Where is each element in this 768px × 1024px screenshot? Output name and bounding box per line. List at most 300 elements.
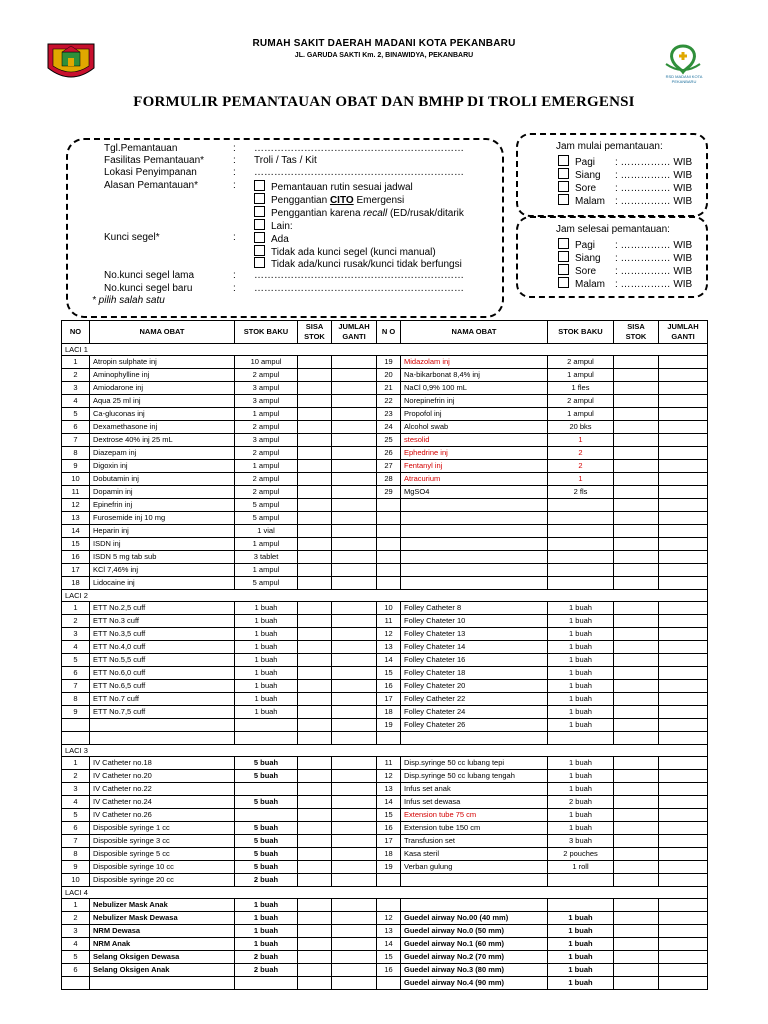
jumlah-ganti-cell[interactable]: [659, 434, 708, 447]
item-stok-baku: [548, 899, 614, 912]
jumlah-ganti-cell[interactable]: [659, 525, 708, 538]
time-start-row[interactable]: [558, 168, 692, 181]
sisa-stok-cell[interactable]: [614, 641, 659, 654]
sisa-stok-cell[interactable]: [614, 551, 659, 564]
checkbox[interactable]: [254, 257, 265, 268]
jumlah-ganti-cell[interactable]: [332, 848, 377, 861]
jumlah-ganti-cell[interactable]: [332, 757, 377, 770]
jumlah-ganti-cell[interactable]: [659, 486, 708, 499]
jumlah-ganti-cell[interactable]: [659, 680, 708, 693]
item-number: 6: [62, 421, 90, 434]
time-start-row[interactable]: [558, 155, 692, 168]
jumlah-ganti-cell[interactable]: [659, 499, 708, 512]
jumlah-ganti-cell[interactable]: [332, 693, 377, 706]
jumlah-ganti-cell[interactable]: [332, 628, 377, 641]
item-name: [401, 512, 548, 525]
time-field[interactable]: : …………… WIB: [615, 279, 693, 290]
item-stok-baku: 1 buah: [235, 654, 298, 667]
sisa-stok-cell[interactable]: [614, 667, 659, 680]
jumlah-ganti-cell[interactable]: [659, 770, 708, 783]
jumlah-ganti-cell[interactable]: [659, 938, 708, 951]
item-name: Ca-gluconas inj: [90, 408, 235, 421]
sisa-stok-cell[interactable]: [614, 732, 659, 745]
item-number: 2: [62, 369, 90, 382]
jumlah-ganti-cell[interactable]: [332, 369, 377, 382]
item-stok-baku: [235, 977, 298, 990]
item-name: [401, 732, 548, 745]
item-number: 7: [62, 680, 90, 693]
sisa-stok-cell[interactable]: [614, 512, 659, 525]
jumlah-ganti-cell[interactable]: [332, 861, 377, 874]
jumlah-ganti-cell[interactable]: [659, 602, 708, 615]
sisa-stok-cell[interactable]: [298, 796, 332, 809]
jumlah-ganti-cell[interactable]: [659, 421, 708, 434]
jumlah-ganti-cell[interactable]: [332, 499, 377, 512]
item-name: Atracurium: [401, 473, 548, 486]
sisa-stok-cell[interactable]: [298, 680, 332, 693]
checkbox[interactable]: [558, 238, 569, 249]
sisa-stok-cell[interactable]: [298, 848, 332, 861]
hospital-address: JL. GARUDA SAKTI Km. 2, BINAWIDYA, PEKANBARU: [294, 52, 474, 59]
sisa-stok-cell[interactable]: [614, 434, 659, 447]
jumlah-ganti-cell[interactable]: [332, 654, 377, 667]
item-number: 5: [62, 809, 90, 822]
jumlah-ganti-cell[interactable]: [332, 551, 377, 564]
sisa-stok-cell[interactable]: [614, 757, 659, 770]
table-row: [62, 809, 708, 822]
jumlah-ganti-cell[interactable]: [659, 783, 708, 796]
jumlah-ganti-cell[interactable]: [659, 641, 708, 654]
jumlah-ganti-cell[interactable]: [332, 602, 377, 615]
sisa-stok-cell[interactable]: [298, 408, 332, 421]
time-end-row[interactable]: [558, 264, 692, 277]
alasan-option-recall[interactable]: [254, 206, 464, 219]
sisa-stok-cell[interactable]: [614, 369, 659, 382]
jumlah-ganti-cell[interactable]: [659, 473, 708, 486]
jumlah-ganti-cell[interactable]: [332, 899, 377, 912]
item-name: Folley Chateter 24: [401, 706, 548, 719]
sisa-stok-cell[interactable]: [298, 395, 332, 408]
sisa-stok-cell[interactable]: [298, 912, 332, 925]
sisa-stok-cell[interactable]: [298, 615, 332, 628]
sisa-stok-cell[interactable]: [298, 628, 332, 641]
jumlah-ganti-cell[interactable]: [659, 577, 708, 590]
checkbox[interactable]: [558, 181, 569, 192]
item-stok-baku: 1 ampul: [548, 408, 614, 421]
checkbox[interactable]: [254, 219, 265, 230]
sisa-stok-cell[interactable]: [614, 938, 659, 951]
jumlah-ganti-cell[interactable]: [332, 577, 377, 590]
jumlah-ganti-cell[interactable]: [659, 356, 708, 369]
jumlah-ganti-cell[interactable]: [332, 641, 377, 654]
sisa-stok-cell[interactable]: [614, 628, 659, 641]
checkbox[interactable]: [558, 168, 569, 179]
sisa-stok-cell[interactable]: [614, 874, 659, 887]
jumlah-ganti-cell[interactable]: [659, 925, 708, 938]
sisa-stok-cell[interactable]: [298, 809, 332, 822]
jumlah-ganti-cell[interactable]: [659, 706, 708, 719]
jumlah-ganti-cell[interactable]: [332, 977, 377, 990]
sisa-stok-cell[interactable]: [298, 499, 332, 512]
sisa-stok-cell[interactable]: [298, 693, 332, 706]
item-number: 12: [377, 628, 401, 641]
time-field[interactable]: : …………… WIB: [615, 253, 693, 264]
checkbox[interactable]: [558, 251, 569, 262]
item-number: 3: [62, 925, 90, 938]
jumlah-ganti-cell[interactable]: [332, 395, 377, 408]
jumlah-ganti-cell[interactable]: [659, 628, 708, 641]
sisa-stok-cell[interactable]: [614, 577, 659, 590]
sisa-stok-cell[interactable]: [614, 447, 659, 460]
kunci-option-ada[interactable]: [254, 232, 289, 245]
colon: :: [233, 167, 236, 178]
item-stok-baku: [235, 809, 298, 822]
item-stok-baku: 1 roll: [548, 861, 614, 874]
jumlah-ganti-cell[interactable]: [332, 434, 377, 447]
table-row: [62, 473, 708, 486]
item-stok-baku: 2: [548, 460, 614, 473]
time-field[interactable]: : …………… WIB: [615, 157, 693, 168]
jumlah-ganti-cell[interactable]: [332, 408, 377, 421]
segel-baru-field[interactable]: ………………………………………………………: [254, 283, 464, 294]
sisa-stok-cell[interactable]: [614, 356, 659, 369]
item-stok-baku: 1 buah: [548, 667, 614, 680]
time-field[interactable]: : …………… WIB: [615, 196, 693, 207]
sisa-stok-cell[interactable]: [614, 499, 659, 512]
jumlah-ganti-cell[interactable]: [332, 667, 377, 680]
jumlah-ganti-cell[interactable]: [659, 861, 708, 874]
sisa-stok-cell[interactable]: [614, 408, 659, 421]
item-name: Fentanyl inj: [401, 460, 548, 473]
sisa-stok-cell[interactable]: [614, 486, 659, 499]
item-name: NRM Dewasa: [90, 925, 235, 938]
sisa-stok-cell[interactable]: [298, 783, 332, 796]
item-stok-baku: 1 buah: [548, 602, 614, 615]
sisa-stok-cell[interactable]: [614, 654, 659, 667]
kunci-option-rusak[interactable]: [254, 257, 462, 270]
sisa-stok-cell[interactable]: [298, 512, 332, 525]
sisa-stok-cell[interactable]: [298, 564, 332, 577]
sisa-stok-cell[interactable]: [614, 783, 659, 796]
sisa-stok-cell[interactable]: [298, 369, 332, 382]
jumlah-ganti-cell[interactable]: [332, 822, 377, 835]
sisa-stok-cell[interactable]: [614, 809, 659, 822]
jumlah-ganti-cell[interactable]: [332, 719, 377, 732]
sisa-stok-cell[interactable]: [298, 382, 332, 395]
checkbox[interactable]: [558, 155, 569, 166]
sisa-stok-cell[interactable]: [614, 680, 659, 693]
sisa-stok-cell[interactable]: [298, 938, 332, 951]
sisa-stok-cell[interactable]: [298, 667, 332, 680]
jumlah-ganti-cell[interactable]: [659, 564, 708, 577]
checkbox[interactable]: [558, 194, 569, 205]
jumlah-ganti-cell[interactable]: [659, 796, 708, 809]
time-field[interactable]: : …………… WIB: [615, 183, 693, 194]
col-header-no-right: N O: [377, 321, 401, 344]
segel-lama-field[interactable]: ………………………………………………………: [254, 270, 464, 281]
item-name: Guedel airway No.00 (40 mm): [401, 912, 548, 925]
item-name: IV Catheter no.24: [90, 796, 235, 809]
sisa-stok-cell[interactable]: [614, 719, 659, 732]
sisa-stok-cell[interactable]: [298, 719, 332, 732]
jumlah-ganti-cell[interactable]: [332, 356, 377, 369]
time-end-row[interactable]: [558, 277, 692, 290]
sisa-stok-cell[interactable]: [614, 382, 659, 395]
jumlah-ganti-cell[interactable]: [332, 473, 377, 486]
time-field[interactable]: : …………… WIB: [615, 170, 693, 181]
item-name: Folley Chateter 13: [401, 628, 548, 641]
time-field[interactable]: : …………… WIB: [615, 266, 693, 277]
sisa-stok-cell[interactable]: [614, 693, 659, 706]
jumlah-ganti-cell[interactable]: [659, 719, 708, 732]
sisa-stok-cell[interactable]: [298, 706, 332, 719]
sisa-stok-cell[interactable]: [298, 434, 332, 447]
jumlah-ganti-cell[interactable]: [659, 809, 708, 822]
jumlah-ganti-cell[interactable]: [332, 796, 377, 809]
jumlah-ganti-cell[interactable]: [659, 899, 708, 912]
item-stok-baku: 1 buah: [235, 615, 298, 628]
sisa-stok-cell[interactable]: [298, 460, 332, 473]
sisa-stok-cell[interactable]: [614, 395, 659, 408]
item-stok-baku: 5 buah: [235, 835, 298, 848]
checkbox[interactable]: [254, 206, 265, 217]
sisa-stok-cell[interactable]: [614, 912, 659, 925]
time-field[interactable]: : …………… WIB: [615, 240, 693, 251]
item-number: 19: [377, 719, 401, 732]
item-number: 6: [62, 667, 90, 680]
sisa-stok-cell[interactable]: [298, 538, 332, 551]
item-number: [377, 899, 401, 912]
item-number: 10: [377, 602, 401, 615]
sisa-stok-cell[interactable]: [614, 564, 659, 577]
fasilitas-label: Fasilitas Pemantauan*: [104, 155, 205, 166]
jumlah-ganti-cell[interactable]: [332, 706, 377, 719]
item-number: 14: [377, 796, 401, 809]
jumlah-ganti-cell[interactable]: [659, 382, 708, 395]
jumlah-ganti-cell[interactable]: [332, 809, 377, 822]
jumlah-ganti-cell[interactable]: [659, 951, 708, 964]
sisa-stok-cell[interactable]: [614, 977, 659, 990]
item-number: 10: [62, 473, 90, 486]
sisa-stok-cell[interactable]: [298, 835, 332, 848]
sisa-stok-cell[interactable]: [614, 861, 659, 874]
jumlah-ganti-cell[interactable]: [659, 408, 708, 421]
jumlah-ganti-cell[interactable]: [332, 512, 377, 525]
jumlah-ganti-cell[interactable]: [659, 395, 708, 408]
item-number: 26: [377, 447, 401, 460]
item-number: 20: [377, 369, 401, 382]
alasan-option-lain[interactable]: [254, 219, 293, 232]
jumlah-ganti-cell[interactable]: [659, 732, 708, 745]
sisa-stok-cell[interactable]: [614, 899, 659, 912]
item-number: 2: [62, 770, 90, 783]
sisa-stok-cell[interactable]: [298, 356, 332, 369]
sisa-stok-cell[interactable]: [298, 951, 332, 964]
sisa-stok-cell[interactable]: [298, 421, 332, 434]
jumlah-ganti-cell[interactable]: [332, 421, 377, 434]
jumlah-ganti-cell[interactable]: [659, 460, 708, 473]
sisa-stok-cell[interactable]: [614, 770, 659, 783]
sisa-stok-cell[interactable]: [298, 732, 332, 745]
sisa-stok-cell[interactable]: [298, 977, 332, 990]
sisa-stok-cell[interactable]: [614, 615, 659, 628]
table-row: [62, 706, 708, 719]
jumlah-ganti-cell[interactable]: [332, 912, 377, 925]
table-row: [62, 796, 708, 809]
item-stok-baku: 5 ampul: [235, 512, 298, 525]
time-end-row[interactable]: [558, 238, 692, 251]
jumlah-ganti-cell[interactable]: [659, 822, 708, 835]
sisa-stok-cell[interactable]: [298, 822, 332, 835]
jumlah-ganti-cell[interactable]: [659, 369, 708, 382]
sisa-stok-cell[interactable]: [298, 757, 332, 770]
sisa-stok-cell[interactable]: [614, 602, 659, 615]
tgl-field[interactable]: ………………………………………………………: [254, 143, 464, 154]
jumlah-ganti-cell[interactable]: [332, 486, 377, 499]
jumlah-ganti-cell[interactable]: [332, 874, 377, 887]
item-number: [377, 525, 401, 538]
jumlah-ganti-cell[interactable]: [332, 938, 377, 951]
time-end-row[interactable]: [558, 251, 692, 264]
jumlah-ganti-cell[interactable]: [332, 732, 377, 745]
sisa-stok-cell[interactable]: [614, 460, 659, 473]
sisa-stok-cell[interactable]: [298, 770, 332, 783]
jumlah-ganti-cell[interactable]: [332, 835, 377, 848]
jumlah-ganti-cell[interactable]: [659, 538, 708, 551]
section-row: [62, 344, 708, 356]
time-start-row[interactable]: [558, 181, 692, 194]
checkbox[interactable]: [254, 232, 265, 243]
item-number: 4: [62, 395, 90, 408]
fasilitas-value[interactable]: Troli / Tas / Kit: [254, 155, 317, 166]
item-number: 12: [377, 912, 401, 925]
sisa-stok-cell[interactable]: [614, 796, 659, 809]
jumlah-ganti-cell[interactable]: [332, 460, 377, 473]
sisa-stok-cell[interactable]: [614, 925, 659, 938]
item-name: Verban gulung: [401, 861, 548, 874]
sisa-stok-cell[interactable]: [614, 951, 659, 964]
jumlah-ganti-cell[interactable]: [332, 783, 377, 796]
jumlah-ganti-cell[interactable]: [332, 951, 377, 964]
jumlah-ganti-cell[interactable]: [659, 977, 708, 990]
item-name: stesolid: [401, 434, 548, 447]
jumlah-ganti-cell[interactable]: [332, 680, 377, 693]
sisa-stok-cell[interactable]: [298, 447, 332, 460]
table-row: [62, 732, 708, 745]
checkbox[interactable]: [254, 245, 265, 256]
item-stok-baku: 5 buah: [235, 861, 298, 874]
sisa-stok-cell[interactable]: [614, 538, 659, 551]
time-start-row[interactable]: [558, 194, 692, 207]
jumlah-ganti-cell[interactable]: [659, 835, 708, 848]
alasan-option-label: Lain:: [271, 221, 293, 232]
jumlah-ganti-cell[interactable]: [332, 770, 377, 783]
jumlah-ganti-cell[interactable]: [659, 615, 708, 628]
sisa-stok-cell[interactable]: [298, 925, 332, 938]
sisa-stok-cell[interactable]: [298, 861, 332, 874]
sisa-stok-cell[interactable]: [614, 706, 659, 719]
item-stok-baku: [548, 538, 614, 551]
item-stok-baku: 1 buah: [548, 938, 614, 951]
jumlah-ganti-cell[interactable]: [659, 667, 708, 680]
sisa-stok-cell[interactable]: [298, 964, 332, 977]
jumlah-ganti-cell[interactable]: [659, 447, 708, 460]
item-number: [377, 732, 401, 745]
sisa-stok-cell[interactable]: [298, 899, 332, 912]
item-stok-baku: 1 buah: [548, 757, 614, 770]
checkbox[interactable]: [254, 193, 265, 204]
sisa-stok-cell[interactable]: [298, 551, 332, 564]
jumlah-ganti-cell[interactable]: [332, 525, 377, 538]
jumlah-ganti-cell[interactable]: [659, 848, 708, 861]
checkbox[interactable]: [558, 277, 569, 288]
alasan-option-label-suffix: (ED/rusak/ditarik: [387, 208, 464, 219]
item-number: [377, 538, 401, 551]
jumlah-ganti-cell[interactable]: [332, 447, 377, 460]
item-stok-baku: 1 buah: [548, 706, 614, 719]
kunci-option-label: Tidak ada/kunci rusak/kunci tidak berfungsi: [271, 259, 462, 270]
jumlah-ganti-cell[interactable]: [332, 564, 377, 577]
jumlah-ganti-cell[interactable]: [659, 874, 708, 887]
jumlah-ganti-cell[interactable]: [332, 925, 377, 938]
item-number: 13: [62, 512, 90, 525]
lokasi-field[interactable]: ………………………………………………………: [254, 167, 464, 178]
shift-label: Siang: [575, 170, 601, 181]
sisa-stok-cell[interactable]: [298, 874, 332, 887]
jumlah-ganti-cell[interactable]: [332, 382, 377, 395]
sisa-stok-cell[interactable]: [614, 835, 659, 848]
sisa-stok-cell[interactable]: [614, 848, 659, 861]
alasan-option-rutin[interactable]: [254, 180, 413, 193]
jumlah-ganti-cell[interactable]: [659, 912, 708, 925]
jumlah-ganti-cell[interactable]: [332, 615, 377, 628]
shift-label: Pagi: [575, 157, 596, 168]
sisa-stok-cell[interactable]: [298, 486, 332, 499]
jumlah-ganti-cell[interactable]: [332, 538, 377, 551]
sisa-stok-cell[interactable]: [298, 641, 332, 654]
jumlah-ganti-cell[interactable]: [332, 964, 377, 977]
item-name: Nebulizer Mask Anak: [90, 899, 235, 912]
sisa-stok-cell[interactable]: [614, 822, 659, 835]
shift-label: Pagi: [575, 240, 596, 251]
sisa-stok-cell[interactable]: [298, 654, 332, 667]
sisa-stok-cell[interactable]: [298, 602, 332, 615]
sisa-stok-cell[interactable]: [298, 525, 332, 538]
jumlah-ganti-cell[interactable]: [659, 551, 708, 564]
sisa-stok-cell[interactable]: [298, 577, 332, 590]
item-name: [401, 874, 548, 887]
table-row: [62, 564, 708, 577]
alasan-option-cito[interactable]: [254, 193, 404, 206]
jumlah-ganti-cell[interactable]: [659, 964, 708, 977]
item-number: 18: [377, 848, 401, 861]
item-stok-baku: 1 buah: [548, 822, 614, 835]
jumlah-ganti-cell[interactable]: [659, 512, 708, 525]
item-stok-baku: 1 buah: [548, 615, 614, 628]
item-stok-baku: 5 buah: [235, 770, 298, 783]
checkbox[interactable]: [558, 264, 569, 275]
checkbox[interactable]: [254, 180, 265, 191]
sisa-stok-cell[interactable]: [614, 421, 659, 434]
jumlah-ganti-cell[interactable]: [659, 654, 708, 667]
jumlah-ganti-cell[interactable]: [659, 693, 708, 706]
sisa-stok-cell[interactable]: [614, 525, 659, 538]
sisa-stok-cell[interactable]: [298, 473, 332, 486]
jumlah-ganti-cell[interactable]: [659, 757, 708, 770]
sisa-stok-cell[interactable]: [614, 473, 659, 486]
medication-table: [61, 320, 708, 990]
sisa-stok-cell[interactable]: [614, 964, 659, 977]
